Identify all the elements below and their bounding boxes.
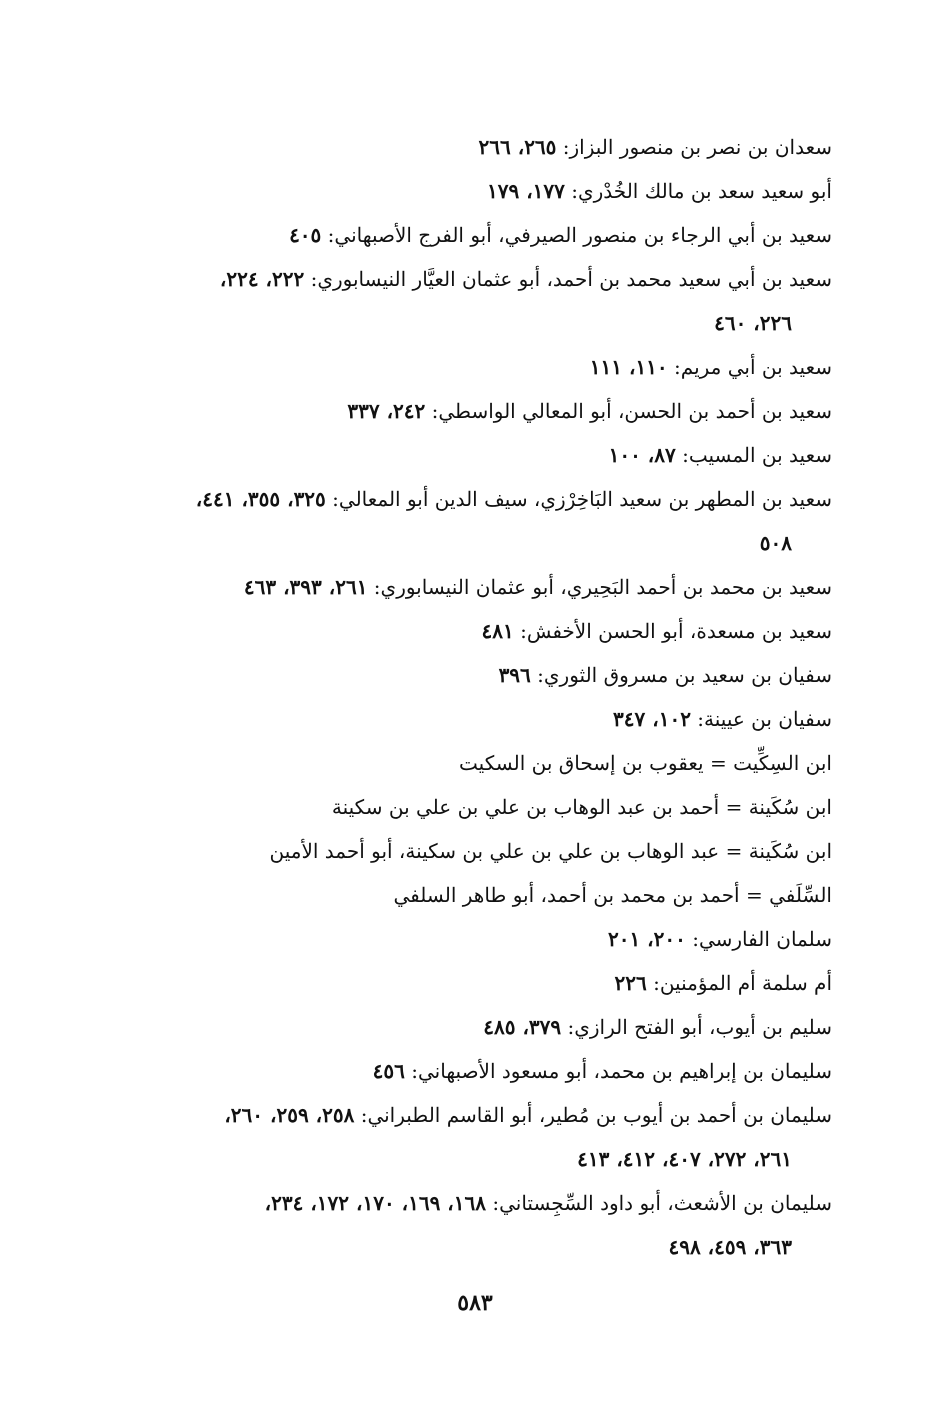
index-entry	[110, 873, 832, 917]
entry-name: سعيد بن المسيب:	[675, 443, 832, 467]
entry-name: سليمان بن أحمد بن أيوب بن مُطير، أبو القاسم الطبراني:	[354, 1103, 832, 1127]
entry-page-refs: ٣٩٦	[498, 663, 531, 687]
index-entry	[110, 169, 832, 213]
index-entry	[110, 433, 832, 477]
entry-name: سعيد بن أبي الرجاء بن منصور الصيرفي، أبو الفرج الأصبهاني:	[321, 223, 832, 247]
entry-name: سعيد بن أبي سعيد محمد بن أحمد، أبو عثمان العيَّار النيسابوري:	[304, 267, 832, 291]
entry-name: سفيان بن عيينة:	[690, 707, 832, 731]
entry-name: سليمان بن إبراهيم بن محمد، أبو مسعود الأصبهاني:	[404, 1059, 832, 1083]
entry-name: سعيد بن أبي مريم:	[667, 355, 832, 379]
index-entry	[110, 257, 832, 345]
entry-name: سعيد بن مسعدة، أبو الحسن الأخفش:	[513, 619, 832, 643]
entry-page-refs-continued: ٣٦٣، ٤٥٩، ٤٩٨	[668, 1235, 792, 1259]
index-entry	[110, 829, 832, 873]
index-entry	[110, 1005, 832, 1049]
entry-name: ابن سُكَينة = أحمد بن عبد الوهاب بن علي بن علي بن سكينة	[331, 795, 832, 819]
index-entry	[110, 1049, 832, 1093]
index-entry	[110, 125, 832, 169]
entry-name: سلمان الفارسي:	[685, 927, 832, 951]
index-entry	[110, 961, 832, 1005]
index-entry	[110, 785, 832, 829]
entry-page-refs: ٣٧٩، ٤٨٥	[483, 1015, 562, 1039]
index-entry	[110, 213, 832, 257]
entry-name: سعدان بن نصر بن منصور البزاز:	[556, 135, 832, 159]
entry-page-refs: ٤٨١	[481, 619, 514, 643]
index-entry	[110, 389, 832, 433]
entry-page-refs: ٢٢٦	[614, 971, 647, 995]
entry-page-refs: ٢٢٢، ٢٢٤،	[219, 267, 305, 291]
entry-page-refs: ١١٠، ١١١	[589, 355, 668, 379]
index-entry	[110, 1093, 832, 1181]
entry-name: أبو سعيد سعد بن مالك الخُدْري:	[564, 179, 832, 203]
page-number: ٥٨٣	[457, 1290, 493, 1316]
index-entry	[110, 1181, 832, 1269]
entry-name: السِّلَفي = أحمد بن محمد بن أحمد، أبو طاهر السلفي	[393, 883, 832, 907]
entry-page-refs: ٣٢٥، ٣٥٥، ٤٤١،	[195, 487, 326, 511]
index-entry	[110, 697, 832, 741]
entry-name: أم سلمة أم المؤمنين:	[646, 971, 832, 995]
entry-page-refs: ١٧٧، ١٧٩	[487, 179, 565, 203]
entry-page-refs: ١٠٢، ٣٤٧	[613, 707, 691, 731]
entry-name: سعيد بن المطهر بن سعيد البَاخِرْزي، سيف الدين أبو المعالي:	[325, 487, 832, 511]
entry-name: سليمان بن الأشعث، أبو داود السِّجِستاني:	[486, 1191, 832, 1215]
entry-page-refs: ٢٤٢، ٣٣٧	[347, 399, 426, 423]
entry-name: سفيان بن سعيد بن مسروق الثوري:	[530, 663, 832, 687]
entry-page-refs: ٢٦٥، ٢٦٦	[478, 135, 557, 159]
entry-page-refs-continued: ٢٢٦، ٤٦٠	[714, 311, 792, 335]
index-entry	[110, 653, 832, 697]
entry-name: سعيد بن محمد بن أحمد البَحِيري، أبو عثمان النيسابوري:	[367, 575, 832, 599]
entry-page-refs: ٢٥٨، ٢٥٩، ٢٦٠،	[224, 1103, 355, 1127]
entry-name: سعيد بن أحمد بن الحسن، أبو المعالي الواسطي:	[425, 399, 832, 423]
entry-page-refs-continued: ٥٠٨	[759, 531, 792, 555]
index-entry	[110, 565, 832, 609]
entry-page-refs: ٨٧، ١٠٠	[608, 443, 676, 467]
index-entry	[110, 917, 832, 961]
entry-page-refs-continued: ٢٦١، ٢٧٢، ٤٠٧، ٤١٢، ٤١٣	[577, 1147, 792, 1171]
entry-name: ابن السِكِّيت = يعقوب بن إسحاق بن السكيت	[459, 751, 832, 775]
entry-page-refs: ٤٠٥	[289, 223, 322, 247]
index-entry	[110, 609, 832, 653]
entry-page-refs: ٤٥٦	[372, 1059, 405, 1083]
entry-page-refs: ١٦٨، ١٦٩، ١٧٠، ١٧٢، ٢٣٤،	[264, 1191, 486, 1215]
index-entry	[110, 345, 832, 389]
index-entries-list	[110, 125, 832, 1269]
entry-page-refs: ٢٠٠، ٢٠١	[607, 927, 686, 951]
entry-name: ابن سُكَينة = عبد الوهاب بن علي بن علي بن سكينة، أبو أحمد الأمين	[269, 839, 832, 863]
entry-page-refs: ٢٦١، ٣٩٣، ٤٦٣	[243, 575, 368, 599]
entry-name: سليم بن أيوب، أبو الفتح الرازي:	[561, 1015, 832, 1039]
index-entry	[110, 741, 832, 785]
index-entry	[110, 477, 832, 565]
